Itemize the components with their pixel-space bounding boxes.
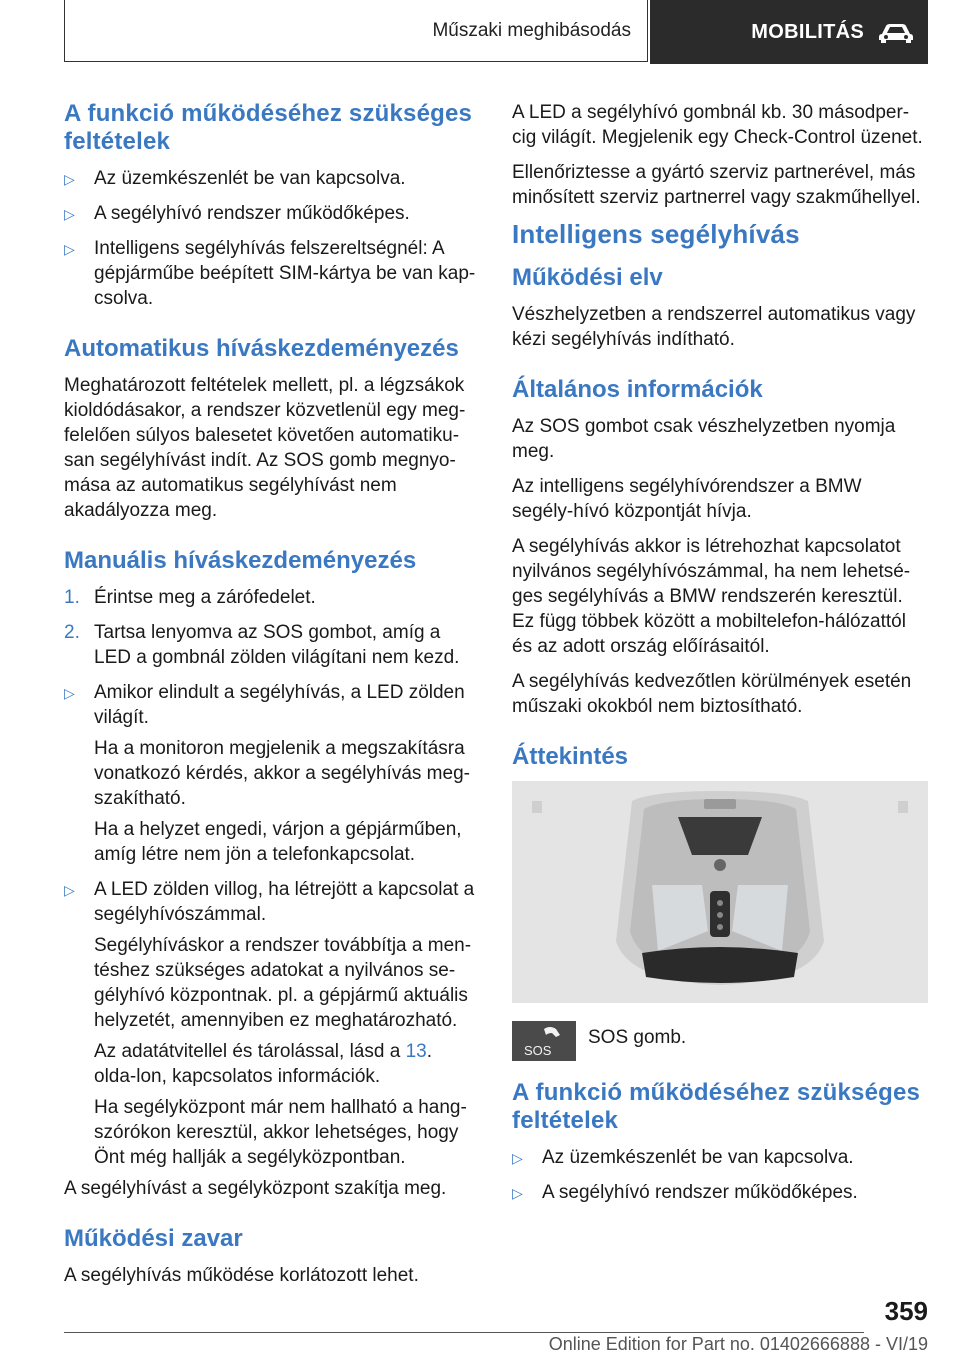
right-column — [512, 100, 928, 1215]
overhead-console-photo — [512, 781, 928, 1003]
car-icon — [876, 20, 916, 44]
heading-general-info: Általános információk — [512, 376, 763, 403]
page-link[interactable]: 13 — [405, 1041, 427, 1062]
footer-edition: Online Edition for Part no. 01402666888 - VI/19 — [548, 1334, 928, 1354]
left-column — [64, 100, 478, 1298]
list-item: ▷ A segélyhívó rendszer működőképes. — [64, 201, 478, 226]
step-number: 2. — [64, 622, 80, 643]
triangle-bullet-icon: ▷ — [512, 1150, 523, 1166]
sos-caption: SOS gomb. — [588, 1027, 687, 1048]
section-title — [64, 0, 648, 62]
paragraph-check: Ellenőriztesse a gyártó szerviz partnerével, más minősített szerviz partnerrel vagy szakműhellyel. — [512, 162, 921, 208]
steps-list — [64, 585, 478, 670]
sos-legend — [512, 1021, 928, 1061]
list-item: 2. Tartsa lenyomva az SOS gombot, amíg a LED a gombnál zölden világítani nem kezd. — [64, 622, 460, 668]
heading-requirements: A funkció működéséhez szükséges feltételek — [64, 100, 473, 155]
triangle-bullet-icon: ▷ — [512, 1185, 523, 1201]
list-item: ▷ A segélyhívó rendszer működőképes. — [512, 1180, 928, 1205]
list-item: ▷ Intelligens segélyhívás felszereltségnél: A gépjárműbe beépített SIM-kártya be van kap-csolva. — [64, 238, 476, 309]
list-item: ▷ Az üzemkészenlét be van kapcsolva. — [64, 166, 478, 191]
paragraph-general: Az SOS gombot csak vészhelyzetben nyomja meg. — [512, 416, 896, 462]
list-item: ▷ Amikor elindult a segélyhívás, a LED zölden világít. Ha a monitoron megjelenik a megszakításra vonatkozó kérdés, akkor a segélyhívás meg-szakítható. Ha a helyzet engedi, várjon a gépjárműben, amíg létre nem jön a telefonkapcsolat. — [64, 682, 470, 865]
page-number: 359 — [884, 1296, 928, 1326]
paragraph-general: A segélyhívás akkor is létrehozhat kapcsolatot nyilvános segélyhívószámmal, ha nem lehetsé-ges segélyhívás a BMW rendszerén keresztül. Ez függ többek között a mobiltelefon-hálózattól és az adott ország előírásaitól. — [512, 536, 911, 657]
heading-manual-call: Manuális híváskezdeményezés — [64, 547, 417, 574]
svg-text:SOS: SOS — [524, 1043, 552, 1058]
sos-button-icon — [512, 1021, 576, 1061]
paragraph-general: Az intelligens segélyhívórendszer a BMW segély-hívó központját hívja. — [512, 476, 862, 522]
paragraph-principle: Vészhelyzetben a rendszerrel automatikus vagy kézi segélyhívás indítható. — [512, 304, 916, 350]
paragraph-auto-call: Meghatározott feltételek mellett, pl. a légzsákok kioldódásakor, a rendszer közvetlenül egy meg-felelően súlyos balesetet követően automatiku-san segélyhívást indít. Az SOS gomb megnyo-mása az automatikus segélyhívást nem akadályozza meg. — [64, 375, 466, 521]
paragraph-general: A segélyhívás kedvezőtlen körülmények esetén műszaki okokból nem biztosítható. — [512, 671, 912, 717]
triangle-bullet-icon: ▷ — [64, 206, 75, 222]
triangle-bullet-icon: ▷ — [64, 171, 75, 187]
paragraph-end-call: A segélyhívást a segélyközpont szakítja meg. — [64, 1178, 447, 1199]
list-item: 1. Érintse meg a zárófedelet. — [64, 587, 316, 608]
paragraph-led: A LED a segélyhívó gombnál kb. 30 másodper-cig világít. Megjelenik egy Check-Control üzenet. — [512, 102, 923, 148]
requirements-list-2 — [512, 1145, 928, 1205]
section-title-text: Műszaki meghibásodás — [432, 19, 631, 41]
triangle-bullet-icon: ▷ — [64, 241, 75, 257]
paragraph-fault: A segélyhívás működése korlátozott lehet. — [64, 1265, 419, 1286]
result-list — [64, 680, 478, 1170]
heading-requirements-2: A funkció működéséhez szükséges feltételek — [512, 1079, 921, 1134]
heading-auto-call: Automatikus híváskezdeményezés — [64, 335, 459, 362]
list-item: ▷ A LED zölden villog, ha létrejött a kapcsolat a segélyhívószámmal. Segélyhíváskor a rendszer továbbítja a men-téshez szükséges adatokat a nyilvános se-gélyhívó központnak. pl. a gépjármű aktuális helyzetét, amennyiben ez meghatározható. Az adatátvitellel és tárolással, lásd a 13. olda-lon, kapcsolatos információk. Ha segélyközpont már nem hallható a hang-szórókon keresztül, akkor lehetséges, hogy Önt még hallják a segélyközpontban. — [64, 879, 475, 1168]
step-number: 1. — [64, 587, 80, 608]
triangle-bullet-icon: ▷ — [64, 685, 75, 701]
triangle-bullet-icon: ▷ — [64, 882, 75, 898]
footer-divider — [64, 1332, 864, 1333]
chapter-title: MOBILITÁS — [751, 20, 864, 43]
chapter-tab — [650, 0, 928, 64]
page-header — [64, 0, 928, 64]
heading-overview: Áttekintés — [512, 743, 629, 770]
list-item: ▷ Az üzemkészenlét be van kapcsolva. — [512, 1145, 928, 1170]
requirements-list — [64, 166, 478, 311]
heading-intelligent-call: Intelligens segélyhívás — [512, 219, 800, 249]
heading-fault: Működési zavar — [64, 1225, 243, 1252]
heading-principle: Működési elv — [512, 264, 663, 291]
